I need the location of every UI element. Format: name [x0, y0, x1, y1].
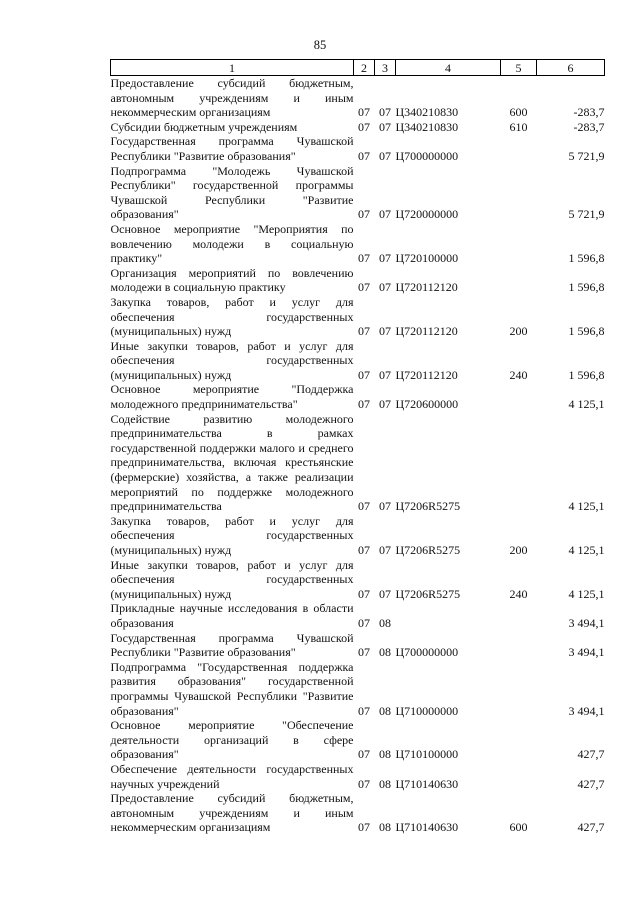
table-row: [111, 631, 605, 660]
table-row: [111, 120, 605, 135]
row-expense-type: [501, 266, 537, 295]
row-amount: 5 721,9: [568, 207, 605, 222]
column-header-name: 1: [111, 60, 354, 76]
row-section: 07: [358, 105, 370, 120]
row-amount: 4 125,1: [568, 543, 605, 557]
row-name: Основное мероприятие "Поддержка молодежного предпринимательства": [110, 382, 354, 412]
table-row: [111, 266, 605, 295]
column-header-subsection: 3: [375, 60, 396, 76]
table-row: [111, 339, 605, 383]
row-subsection: 08: [379, 615, 391, 630]
row-name: Подпрограмма "Молодежь Чувашской Республики" государственной программы Чувашской Республики "Развитие образования": [110, 163, 354, 222]
row-subsection: 08: [379, 645, 391, 660]
row-section: 07: [358, 119, 370, 134]
row-subsection: 08: [379, 747, 391, 762]
table-row: [111, 558, 605, 602]
row-section: 07: [358, 586, 370, 601]
row-name: Предоставление субсидий бюджетным, автономным учреждениям и иным некоммерческим организациям: [110, 76, 354, 120]
row-subsection: 08: [379, 820, 391, 835]
row-target-article: Ц710100000: [395, 747, 459, 762]
table-row: [111, 762, 605, 791]
row-expense-type: [501, 134, 537, 163]
table-row: [111, 222, 605, 266]
row-name: Субсидии бюджетным учреждениям: [110, 119, 298, 134]
row-subsection: 07: [379, 148, 391, 163]
row-target-article: Ц710140630: [395, 776, 459, 791]
row-expense-type: 600: [509, 105, 528, 120]
row-amount: 427,7: [577, 776, 605, 791]
row-subsection: 08: [379, 776, 391, 791]
row-expense-type: [501, 382, 537, 411]
row-amount: -283,7: [573, 105, 605, 120]
row-subsection: 07: [379, 207, 391, 222]
row-expense-type: 200: [509, 324, 528, 339]
row-name: Основное мероприятие "Обеспечение деятельности организаций в сфере образования": [110, 718, 354, 762]
column-header-target-article: 4: [396, 60, 501, 76]
row-target-article: Ц720112120: [395, 367, 458, 382]
row-expense-type: [501, 660, 537, 718]
row-target-article: Ц720600000: [395, 397, 459, 412]
row-amount: 3 494,1: [568, 703, 605, 718]
row-section: 07: [358, 367, 370, 382]
row-subsection: 07: [379, 119, 391, 134]
row-amount: 427,7: [577, 820, 605, 835]
row-expense-type: [501, 631, 537, 660]
table-row: [111, 76, 605, 120]
row-name: Предоставление субсидий бюджетным, автономным учреждениям и иным некоммерческим организациям: [110, 791, 354, 835]
row-name: Закупка товаров, работ и услуг для обеспечения государственных (муниципальных) нужд: [110, 294, 354, 339]
row-target-article: Ц710140630: [395, 820, 459, 835]
table-row: [111, 514, 605, 558]
table-header-row: [111, 60, 605, 76]
row-expense-type: [501, 412, 537, 514]
row-subsection: 07: [379, 543, 391, 557]
row-amount: 4 125,1: [568, 586, 605, 601]
row-amount: 3 494,1: [568, 615, 605, 630]
row-name: Государственная программа Чувашской Республики "Развитие образования": [110, 134, 354, 163]
row-amount: 5 721,9: [568, 148, 605, 163]
row-target-article: Ц7206R5275: [395, 543, 461, 557]
row-amount: 4 125,1: [568, 397, 605, 412]
row-expense-type: 200: [509, 543, 528, 557]
table-row: [111, 164, 605, 222]
row-expense-type: 240: [509, 586, 528, 601]
row-target-article: Ц720112120: [395, 324, 458, 339]
row-name: Содействие развитию молодежного предпринимательства в рамках государственной поддержки малого и среднего предпринимательства, включая крестьянские (фермерские) хозяйства, а также реализации мероприятий по поддержке молодежного предпринимательства: [110, 411, 354, 514]
row-subsection: 07: [379, 105, 391, 120]
row-amount: 427,7: [577, 747, 605, 762]
row-name: Подпрограмма "Государственная поддержка развития образования" государственной программы Чувашской Республики "Развитие образования": [110, 659, 354, 718]
row-subsection: 07: [379, 586, 391, 601]
row-name: Закупка товаров, работ и услуг для обеспечения государственных (муниципальных) нужд: [110, 513, 354, 557]
table-row: [111, 295, 605, 339]
table-row: [111, 601, 605, 630]
page-number: 85: [313, 38, 327, 52]
row-expense-type: 600: [509, 820, 528, 835]
row-target-article: Ц700000000: [395, 645, 459, 660]
row-section: 07: [358, 615, 370, 630]
row-target-article: Ц7206R5275: [395, 586, 461, 601]
row-target-article: Ц720112120: [395, 280, 458, 295]
row-target-article: Ц7206R5275: [395, 499, 461, 514]
column-header-amount: 6: [537, 60, 605, 76]
table-row: [111, 791, 605, 835]
table-row: [111, 134, 605, 163]
row-section: 07: [358, 499, 370, 514]
row-section: 07: [358, 251, 370, 266]
row-name: Организация мероприятий по вовлечению молодежи в социальную практику: [110, 265, 354, 295]
row-subsection: 07: [379, 397, 391, 412]
row-subsection: 07: [379, 499, 391, 514]
row-name: Иные закупки товаров, работ и услуг для обеспечения государственных (муниципальных) нужд: [110, 338, 354, 382]
row-section: 07: [358, 148, 370, 163]
row-subsection: 07: [379, 367, 391, 382]
table-row: [111, 412, 605, 514]
row-target-article: [396, 601, 501, 630]
column-header-expense-type: 5: [501, 60, 537, 76]
row-expense-type: 240: [509, 367, 528, 382]
row-amount: 1 596,8: [568, 324, 605, 339]
row-section: 07: [358, 207, 370, 222]
row-section: 07: [358, 280, 370, 295]
table-row: [111, 718, 605, 762]
row-subsection: 08: [379, 703, 391, 718]
row-target-article: Ц340210830: [395, 119, 459, 134]
row-section: 07: [358, 645, 370, 660]
row-amount: 3 494,1: [568, 645, 605, 660]
row-amount: 1 596,8: [568, 280, 605, 295]
row-subsection: 07: [379, 324, 391, 339]
row-expense-type: [501, 164, 537, 222]
table-row: [111, 382, 605, 411]
row-target-article: Ц340210830: [395, 105, 459, 120]
row-section: 07: [358, 820, 370, 835]
row-section: 07: [358, 324, 370, 339]
column-header-section: 2: [354, 60, 375, 76]
row-target-article: Ц700000000: [395, 148, 459, 163]
row-section: 07: [358, 397, 370, 412]
row-expense-type: [501, 222, 537, 266]
row-amount: 4 125,1: [568, 499, 605, 514]
row-section: 07: [358, 776, 370, 791]
row-subsection: 07: [379, 251, 391, 266]
table-row: [111, 660, 605, 718]
budget-table: [110, 59, 605, 835]
row-name: Прикладные научные исследования в области образования: [110, 601, 354, 630]
row-amount: 1 596,8: [568, 251, 605, 266]
row-target-article: Ц720000000: [395, 207, 459, 222]
row-name: Обеспечение деятельности государственных научных учреждений: [110, 761, 354, 791]
row-expense-type: [501, 762, 537, 791]
row-section: 07: [358, 703, 370, 718]
row-amount: -283,7: [573, 119, 605, 134]
table-body: [111, 76, 605, 835]
row-name: Основное мероприятие "Мероприятия по вовлечению молодежи в социальную практику": [110, 221, 354, 266]
row-target-article: Ц710000000: [395, 703, 459, 718]
row-name: Иные закупки товаров, работ и услуг для обеспечения государственных (муниципальных) нужд: [110, 557, 354, 601]
row-expense-type: [501, 601, 537, 630]
row-expense-type: [501, 718, 537, 762]
row-expense-type: 610: [509, 119, 528, 134]
row-target-article: Ц720100000: [395, 251, 459, 266]
row-subsection: 07: [379, 280, 391, 295]
row-name: Государственная программа Чувашской Республики "Развитие образования": [110, 630, 354, 660]
row-section: 07: [358, 543, 370, 557]
row-section: 07: [358, 747, 370, 762]
row-amount: 1 596,8: [568, 367, 605, 382]
